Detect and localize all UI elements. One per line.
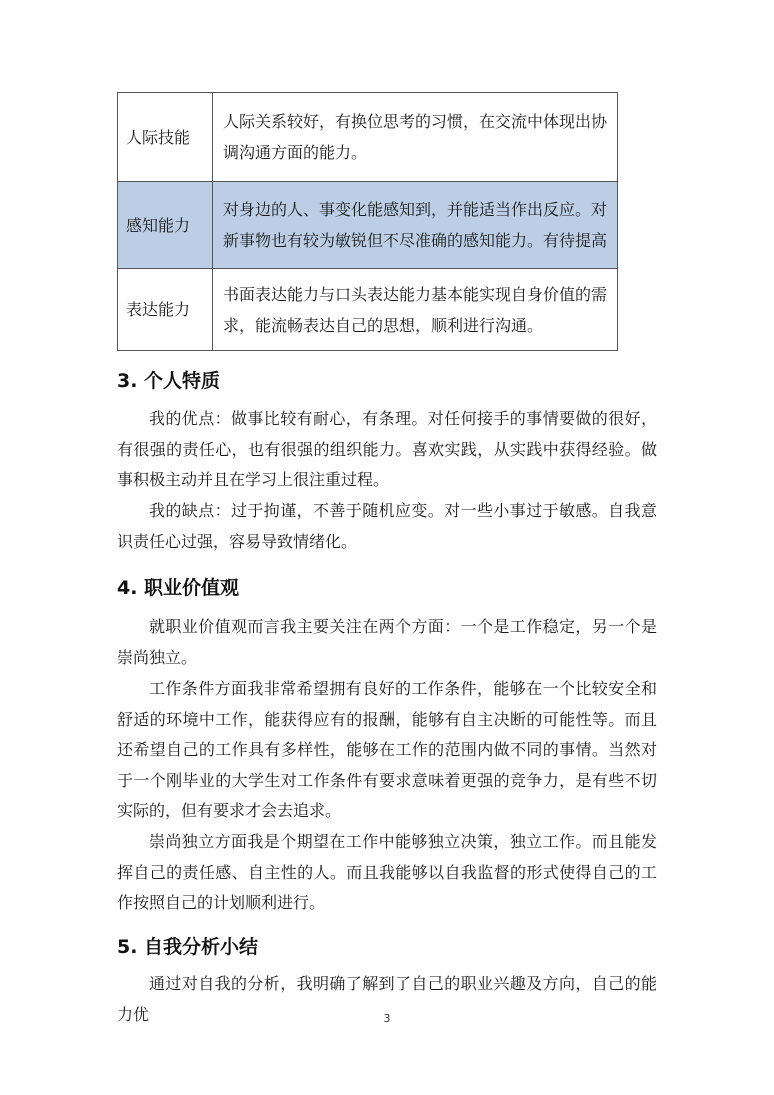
paragraph: 就职业价值观而言我主要关注在两个方面：一个是工作稳定，另一个是崇尚独立。 (117, 617, 657, 667)
paragraph: 工作条件方面我非常希望拥有良好的工作条件，能够在一个比较安全和舒适的环境中工作，能获得应有的报酬，能够有自主决断的可能性等。而且还希望自己的工作具有多样性，能够在工作的范围内做不同的事情。当然对于一个刚毕业的大学生对工作条件有要求意味着更强的竞争力，是有些不切实际的，但有要求才会去追求。 (117, 679, 657, 820)
paragraph: 我的缺点：过于拘谨，不善于随机应变。对一些小事过于敏感。自我意识责任心过强，容易导致情绪化。 (117, 501, 657, 551)
table-row (118, 182, 618, 269)
skill-label: 人际技能 (118, 93, 213, 182)
page-number: 3 (383, 1012, 391, 1025)
skill-description: 人际关系较好，有换位思考的习惯，在交流中体现出协调沟通方面的能力。 (213, 93, 618, 182)
paragraph: 我的优点：做事比较有耐心，有条理。对任何接手的事情要做的很好， 有很强的责任心，也有很强的组织能力。喜欢实践，从实践中获得经验。做事积极主动并且在学习上很注重过程。 (117, 409, 657, 489)
skill-description: 对身边的人、事变化能感知到，并能适当作出反应。对新事物也有较为敏锐但不尽准确的感知能力。有待提高 (213, 182, 618, 269)
section-heading: 3. 个人特质 (117, 370, 221, 392)
section-heading: 5. 自我分析小结 (117, 936, 259, 958)
section-heading: 4. 职业价值观 (117, 577, 240, 599)
skill-description: 书面表达能力与口头表达能力基本能实现自身价值的需求，能流畅表达自己的思想，顺利进行沟通。 (213, 269, 618, 351)
skills-table (117, 92, 618, 351)
paragraph: 崇尚独立方面我是个期望在工作中能够独立决策，独立工作。而且能发挥自己的责任感、自主性的人。而且我能够以自我监督的形式使得自己的工作按照自己的计划顺利进行。 (117, 832, 657, 912)
table-row (118, 93, 618, 182)
skill-label: 感知能力 (118, 182, 213, 269)
table-row (118, 269, 618, 351)
paragraph: 通过对自我的分析，我明确了解到了自己的职业兴趣及方向，自己的能力优 (117, 974, 657, 1024)
skill-label: 表达能力 (118, 269, 213, 351)
